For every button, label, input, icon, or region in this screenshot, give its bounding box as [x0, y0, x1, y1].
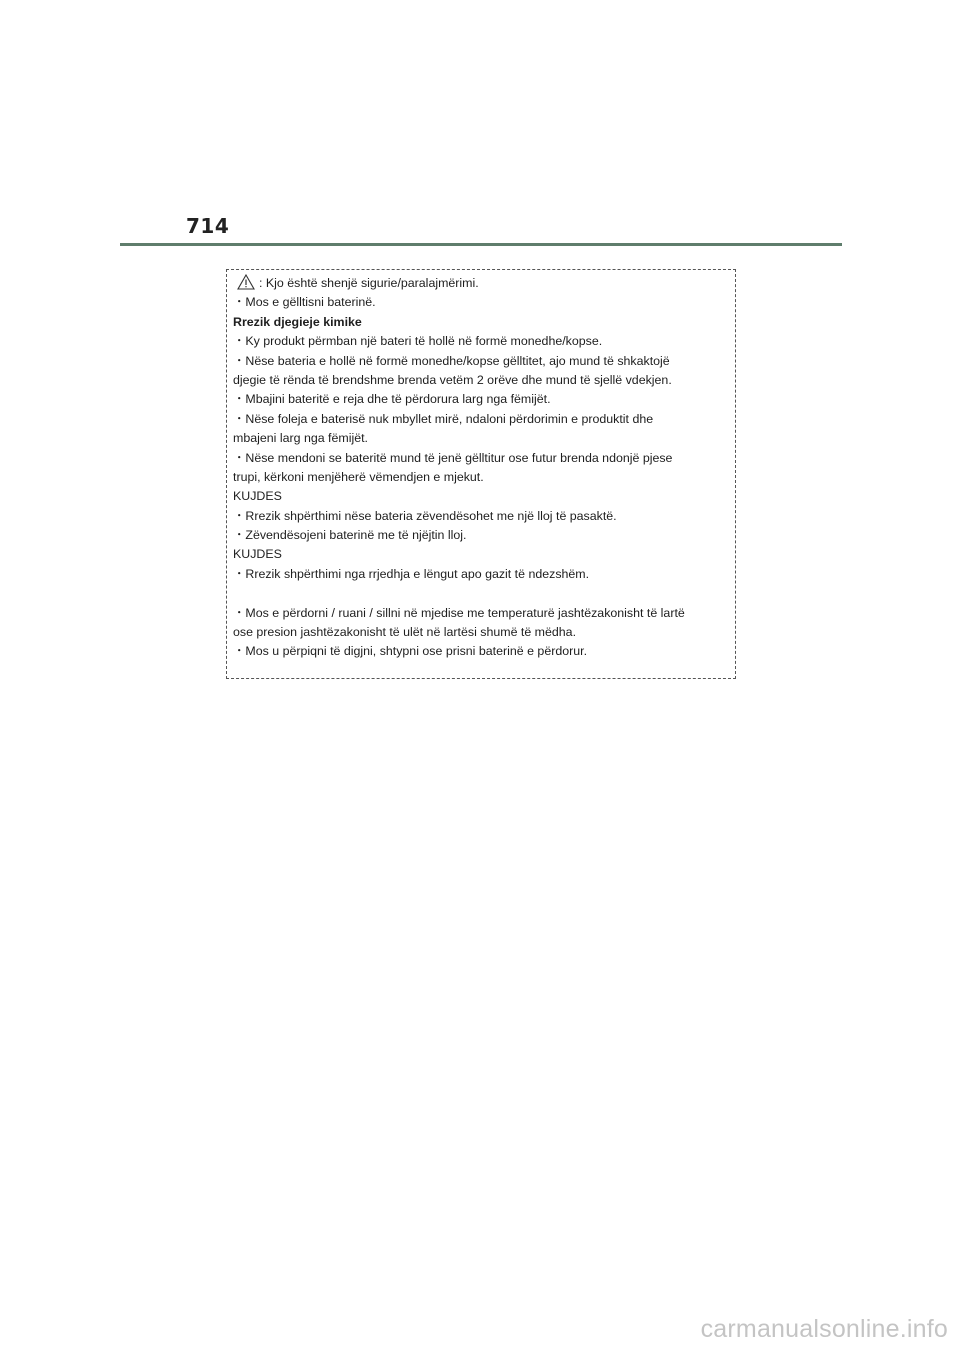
site-watermark: carmanualsonline.info	[700, 1315, 948, 1343]
notice-line-text: ・Nëse bateria e hollë në formë monedhe/kopse gëlltitet, ajo mund të shkaktojë	[233, 353, 670, 368]
notice-line-text: ・Mos u përpiqni të digjni, shtypni ose prisni baterinë e përdorur.	[233, 644, 588, 659]
notice-line-text: Rrezik djegieje kimike	[233, 314, 362, 329]
notice-line	[233, 642, 727, 661]
warning-triangle-icon	[237, 274, 255, 290]
notice-line	[233, 313, 727, 332]
notice-line	[233, 507, 727, 526]
notice-line-text: djegie të rënda të brendshme brenda vetëm 2 orëve dhe mund të sjellë vdekjen.	[233, 372, 672, 387]
notice-line-text: ・Mbajini bateritë e reja dhe të përdorura larg nga fëmijët.	[233, 392, 551, 407]
notice-line-text: ・Nëse mendoni se bateritë mund të jenë gëlltitur ose futur brenda ndonjë pjese	[233, 450, 673, 465]
notice-line	[233, 526, 727, 545]
notice-line	[233, 468, 727, 487]
notice-line	[233, 487, 727, 506]
notice-line	[233, 293, 727, 312]
notice-line	[233, 604, 727, 623]
notice-line-text: KUJDES	[233, 547, 282, 562]
safety-notice-box	[226, 269, 736, 679]
notice-line	[233, 332, 727, 351]
notice-line	[233, 410, 727, 429]
notice-line	[233, 429, 727, 448]
notice-line	[233, 371, 727, 390]
notice-line-text: ・Rrezik shpërthimi nga rrjedhja e lëngut apo gazit të ndezshëm.	[233, 566, 590, 581]
notice-line	[233, 623, 727, 642]
notice-line-text: KUJDES	[233, 489, 282, 504]
notice-spacer	[233, 584, 727, 603]
notice-line-text: ・Nëse foleja e baterisë nuk mbyllet mirë, ndaloni përdorimin e produktit dhe	[233, 411, 654, 426]
page-number: 714	[186, 214, 230, 238]
header-divider	[120, 243, 842, 246]
notice-line-text: mbajeni larg nga fëmijët.	[233, 431, 368, 446]
notice-line-text: ・Zëvendësojeni baterinë me të njëjtin lloj.	[233, 528, 467, 543]
notice-line	[233, 274, 727, 293]
notice-line-text: ・Mos e përdorni / ruani / sillni në mjedise me temperaturë jashtëzakonisht të lartë	[233, 605, 685, 620]
notice-line-text: ・Rrezik shpërthimi nëse bateria zëvendësohet me një lloj të pasaktë.	[233, 508, 617, 523]
notice-line	[233, 545, 727, 564]
notice-line	[233, 352, 727, 371]
notice-line-text: ・Ky produkt përmban një bateri të hollë në formë monedhe/kopse.	[233, 334, 603, 349]
notice-line-text: ・Mos e gëlltisni baterinë.	[233, 295, 376, 310]
notice-line	[233, 565, 727, 584]
notice-line-text: : Kjo është shenjë sigurie/paralajmërimi.	[259, 276, 479, 290]
notice-line	[233, 390, 727, 409]
notice-line-text: trupi, kërkoni menjëherë vëmendjen e mjekut.	[233, 469, 484, 484]
notice-line-text: ose presion jashtëzakonisht të ulët në lartësi shumë të mëdha.	[233, 625, 577, 640]
notice-line	[233, 449, 727, 468]
